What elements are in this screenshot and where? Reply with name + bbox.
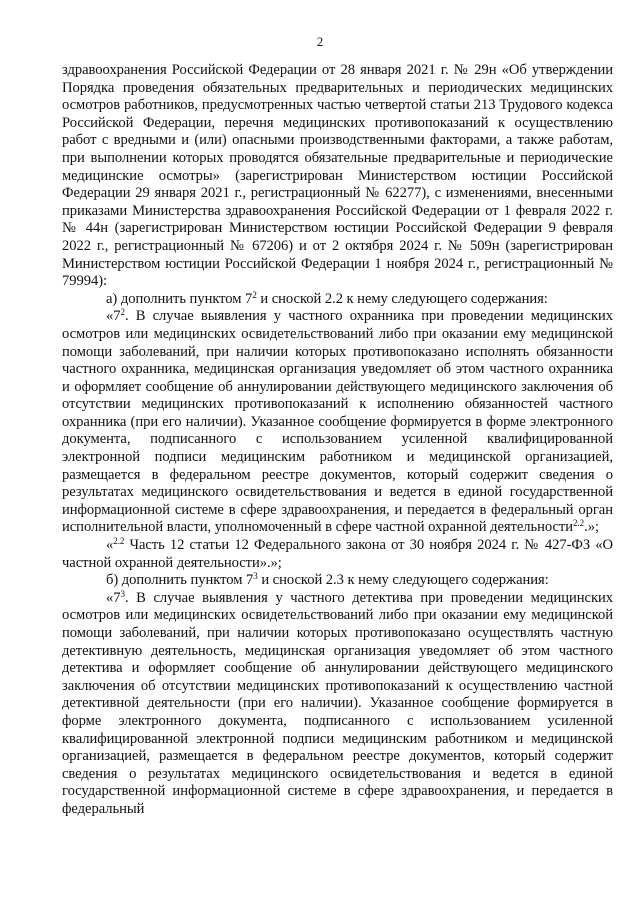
quote-7-3-open: «7: [106, 589, 121, 606]
item-a-superscript: 2: [252, 289, 257, 300]
paragraph-quote-7-3: [62, 590, 613, 819]
item-b-text-end: и сноской 2.3 к нему следующего содержания:: [257, 572, 549, 589]
item-a-text-end: и сноской 2.2 к нему следующего содержания:: [256, 290, 548, 307]
paragraph-footnote-2-2: [62, 537, 613, 572]
footnote-ref-2-2: 2.2: [573, 518, 585, 529]
quote-7-3-body: . В случае выявления у частного детектива при проведении медицинских осмотров или медицинских освидетельствований либо при оказании ему медицинской помощи заболеваний, при наличии которых противопоказано осуществлять частную детективную деятельность, медицинская организация уведомляет об этом частного детектива и оформляет сообщение об аннулировании действующего медицинского заключения об отсутствии медицинских противопоказаний к осуществлению частной детективной деятельности (при его наличии). Указанное сообщение формируется в форме электронного документа, подписанного с использованием усиленной квалифицированной электронной подписи медицинским работником и медицинской организацией, размещается в федеральном реестре документов, который содержит сведения о результатах медицинского освидетельствования и ведется в единой государственной информационной системе в сфере здравоохранения, и передается в федеральный: [62, 589, 613, 817]
footnote-2-2-superscript: 2.2: [113, 536, 125, 547]
paragraph-item-a: [62, 291, 613, 309]
item-b-text-start: б) дополнить пунктом 7: [106, 572, 254, 589]
paragraph-item-b: [62, 572, 613, 590]
quote-7-3-superscript: 3: [120, 588, 125, 599]
quote-7-2-end: .»;: [584, 519, 599, 536]
quote-7-2-body: . В случае выявления у частного охранника при проведении медицинских осмотров или медицинских освидетельствований либо при оказании ему медицинской помощи заболеваний, при наличии которых противопоказано исполнять обязанности частного охранника, медицинская организация уведомляет об этом частного охранника и оформляет сообщение об аннулировании действующего медицинского заключения об отсутствии медицинских противопоказаний к исполнению обязанностей частного охранника (при его наличии). Указанное сообщение формируется в форме электронного документа, подписанного с использованием усиленной квалифицированной электронной подписи медицинским работником и медицинской организацией, размещается в федеральном реестре документов, который содержит сведения о результатах медицинского освидетельствования и ведется в единой государственной информационной системе в сфере здравоохранения, и передается в федеральный орган исполнительной власти, уполномоченный в сфере частной охранной деятельности: [62, 308, 613, 536]
quote-7-2-open: «7: [106, 308, 121, 325]
page-number: 2: [316, 34, 324, 49]
footnote-2-2-open: «: [106, 537, 114, 554]
item-b-superscript: 3: [253, 571, 258, 582]
footnote-2-2-body: Часть 12 статьи 12 Федерального закона от 30 ноября 2024 г. № 427-ФЗ «О частной охранной деятельности».»;: [62, 537, 613, 571]
paragraph-intro: здравоохранения Российской Федерации от 28 января 2021 г. № 29н «Об утверждении Порядка проведения обязательных предварительных и периодических медицинских осмотров работников, предусмотренных частью четвертой статьи 213 Трудового кодекса Российской Федерации, перечня медицинских противопоказаний к осуществлению работ с вредными и (или) опасными производственными факторами, а также работам, при выполнении которых проводятся обязательные предварительные и периодические медицинские осмотры» (зарегистрирован Министерством юстиции Российской Федерации 29 января 2021 г., регистрационный № 62277), с изменениями, внесенными приказами Министерства здравоохранения Российской Федерации от 1 февраля 2022 г. № 44н (зарегистрирован Министерством юстиции Российской Федерации 9 февраля 2022 г., регистрационный № 67206) и от 2 октября 2024 г. № 509н (зарегистрирован Министерством юстиции Российской Федерации 1 ноября 2024 г., регистрационный № 79994):: [62, 62, 613, 290]
document-body: [62, 62, 613, 819]
paragraph-quote-7-2: [62, 308, 613, 537]
quote-7-2-superscript: 2: [120, 307, 125, 318]
item-a-text-start: а) дополнить пунктом 7: [106, 290, 253, 307]
